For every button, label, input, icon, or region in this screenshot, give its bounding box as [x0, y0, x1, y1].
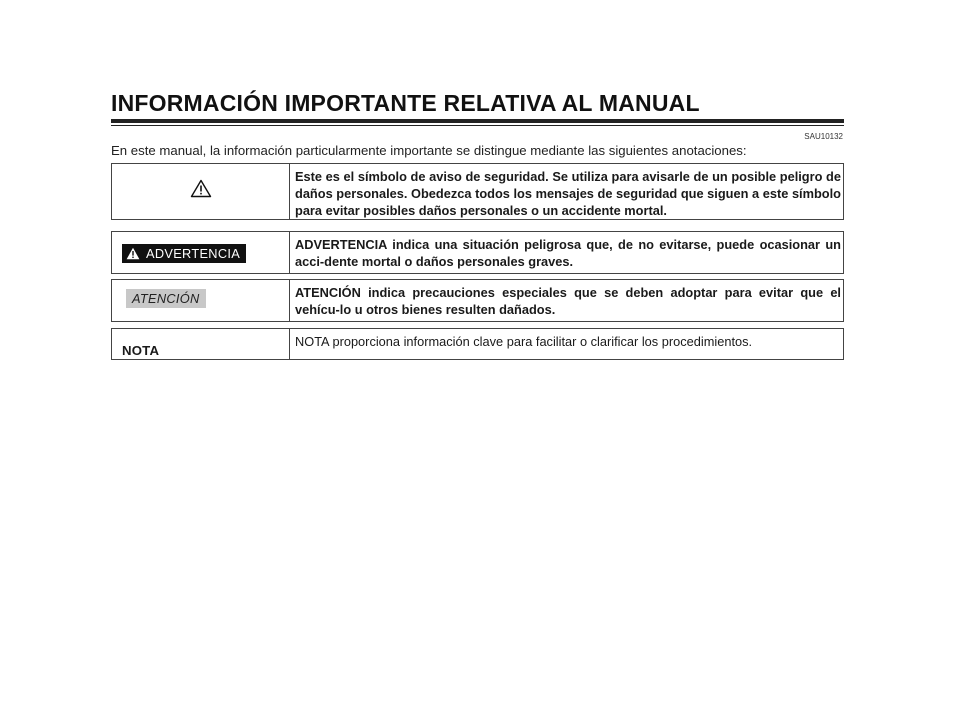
- safety-note-text: Este es el símbolo de aviso de seguridad. Se utiliza para avisarle de un posible peligro de daños personales. Obedezca todos los mensajes de seguridad que siguen a este símbolo para evitar posibles daños personales o un accidente mortal.: [290, 164, 844, 220]
- caution-label-cell: [112, 280, 290, 322]
- document-code: SAU10132: [804, 132, 843, 141]
- title-rule-thin: [111, 125, 844, 126]
- page-title: INFORMACIÓN IMPORTANTE RELATIVA AL MANUAL: [111, 90, 700, 116]
- nota-label-cell: [112, 329, 290, 360]
- warning-note-box: [111, 231, 844, 274]
- warning-badge: [122, 244, 246, 263]
- caution-note-text: ATENCIÓN indica precauciones especiales que se deben adoptar para evitar que el vehícu-lo u otros bienes resulten dañados.: [290, 280, 844, 322]
- caution-note-box: [111, 279, 844, 322]
- safety-symbol-cell: [112, 164, 290, 220]
- warning-note-text: ADVERTENCIA indica una situación peligrosa que, de no evitarse, puede ocasionar un acci-dente mortal o daños personales graves.: [290, 232, 844, 274]
- safety-note-box: [111, 163, 844, 220]
- title-rule-thick: [111, 119, 844, 123]
- nota-note-text: NOTA proporciona información clave para facilitar o clarificar los procedimientos.: [290, 329, 844, 360]
- intro-paragraph: En este manual, la información particularmente importante se distingue mediante las siguientes anotaciones:: [111, 143, 747, 158]
- nota-label: NOTA: [122, 343, 160, 358]
- nota-note-box: [111, 328, 844, 360]
- warning-triangle-icon: [190, 179, 212, 203]
- warning-triangle-icon: [126, 247, 140, 260]
- caution-badge: ATENCIÓN: [126, 289, 206, 308]
- warning-label-cell: [112, 232, 290, 274]
- warning-badge-label: ADVERTENCIA: [146, 246, 241, 261]
